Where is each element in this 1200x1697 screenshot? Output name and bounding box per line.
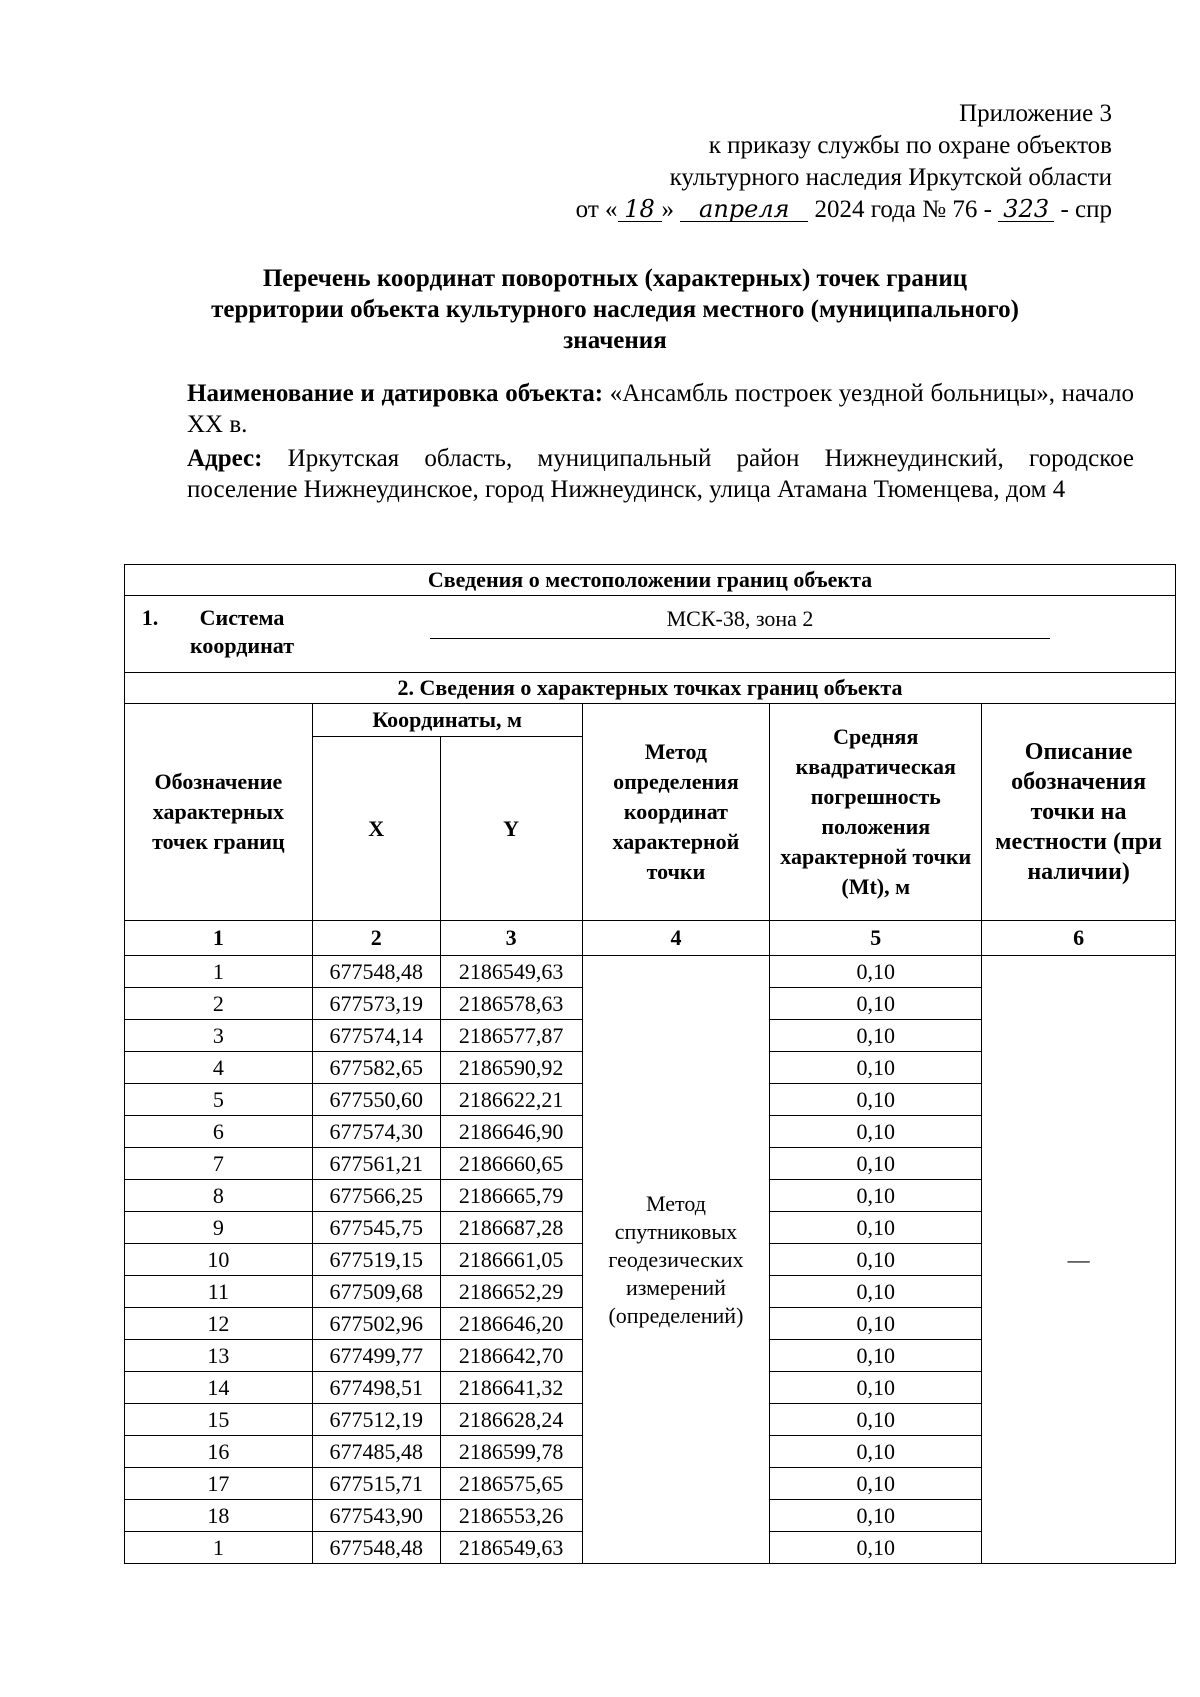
object-name-value: «Ансамбль построек уездной больницы», начало XX в.	[187, 380, 1134, 438]
points-table-body	[125, 956, 1176, 1564]
point-number-cell: 13	[125, 1340, 313, 1372]
object-address-value: Иркутская область, муниципальный район Нижнеудинский, городское поселение Нижнеудинское, город Нижнеудинск, улица Атамана Тюменцева, дом 4	[187, 445, 1135, 503]
y-coordinate-cell: 2186687,28	[440, 1212, 582, 1244]
column-number-5: 5	[770, 921, 982, 956]
appendix-date-line	[472, 194, 1112, 226]
column-number-6: 6	[982, 921, 1176, 956]
object-name-label: Наименование и датировка объекта:	[187, 380, 604, 407]
point-number-cell: 7	[125, 1148, 313, 1180]
mean-error-cell: 0,10	[770, 1116, 982, 1148]
appendix-line-1: Приложение 3	[959, 100, 1112, 127]
y-coordinate-cell: 2186599,78	[440, 1436, 582, 1468]
point-number-cell: 17	[125, 1468, 313, 1500]
column-number-2: 2	[312, 921, 440, 956]
appendix-header	[472, 98, 1112, 226]
boundary-table	[124, 564, 1176, 1564]
x-coordinate-cell: 677498,51	[312, 1372, 440, 1404]
table-row	[125, 956, 1176, 988]
column-number-3: 3	[440, 921, 582, 956]
mean-error-cell: 0,10	[770, 1532, 982, 1564]
x-coordinate-cell: 677561,21	[312, 1148, 440, 1180]
x-coordinate-cell: 677543,90	[312, 1500, 440, 1532]
object-address-label: Адрес:	[187, 445, 263, 472]
y-coordinate-cell: 2186660,65	[440, 1148, 582, 1180]
coordinate-system-value: МСК-38, зона 2	[430, 604, 1050, 639]
coordinate-system-number: 1.	[141, 605, 159, 630]
mean-error-cell: 0,10	[770, 1244, 982, 1276]
x-coordinate-cell: 677509,68	[312, 1276, 440, 1308]
x-coordinate-cell: 677582,65	[312, 1052, 440, 1084]
x-coordinate-cell: 677512,19	[312, 1404, 440, 1436]
y-coordinate-cell: 2186549,63	[440, 1532, 582, 1564]
x-coordinate-cell: 677499,77	[312, 1340, 440, 1372]
point-number-cell: 1	[125, 956, 313, 988]
title-line-2: территории объекта культурного наследия местного (муниципального)	[211, 296, 1019, 323]
appendix-line-3: культурного наследия Иркутской области	[669, 164, 1112, 191]
x-coordinate-cell: 677515,71	[312, 1468, 440, 1500]
y-coordinate-cell: 2186590,92	[440, 1052, 582, 1084]
point-number-cell: 11	[125, 1276, 313, 1308]
mean-error-cell: 0,10	[770, 1180, 982, 1212]
point-number-cell: 6	[125, 1116, 313, 1148]
x-coordinate-cell: 677548,48	[312, 1532, 440, 1564]
point-number-cell: 9	[125, 1212, 313, 1244]
mean-error-cell: 0,10	[770, 1468, 982, 1500]
point-number-cell: 14	[125, 1372, 313, 1404]
point-number-cell: 1	[125, 1532, 313, 1564]
y-coordinate-cell: 2186646,20	[440, 1308, 582, 1340]
y-coordinate-cell: 2186665,79	[440, 1180, 582, 1212]
title-line-3: значения	[563, 327, 667, 354]
point-number-cell: 18	[125, 1500, 313, 1532]
x-coordinate-cell: 677573,19	[312, 988, 440, 1020]
object-info	[187, 378, 1134, 508]
column-number-1: 1	[125, 921, 313, 956]
header-y: Y	[440, 737, 582, 921]
mean-error-cell: 0,10	[770, 1276, 982, 1308]
mean-error-cell: 0,10	[770, 1340, 982, 1372]
handwritten-day: 18	[618, 197, 662, 222]
point-number-cell: 15	[125, 1404, 313, 1436]
mean-error-cell: 0,10	[770, 1372, 982, 1404]
coordinate-system-cell	[125, 596, 1176, 673]
y-coordinate-cell: 2186553,26	[440, 1500, 582, 1532]
point-number-cell: 8	[125, 1180, 313, 1212]
mean-error-cell: 0,10	[770, 1052, 982, 1084]
y-coordinate-cell: 2186646,90	[440, 1116, 582, 1148]
coordinate-system-label	[133, 604, 317, 660]
handwritten-order-number: 323	[998, 197, 1054, 222]
x-coordinate-cell: 677574,14	[312, 1020, 440, 1052]
date-year: 2024 года № 76 -	[808, 196, 999, 223]
document-title	[150, 263, 1080, 356]
object-name-paragraph	[187, 378, 1134, 440]
method-cell: Метод спутниковых геодезических измерений (определений)	[582, 956, 770, 1564]
x-coordinate-cell: 677574,30	[312, 1116, 440, 1148]
y-coordinate-cell: 2186642,70	[440, 1340, 582, 1372]
x-coordinate-cell: 677485,48	[312, 1436, 440, 1468]
mean-error-cell: 0,10	[770, 1308, 982, 1340]
mean-error-cell: 0,10	[770, 1404, 982, 1436]
y-coordinate-cell: 2186661,05	[440, 1244, 582, 1276]
mean-error-cell: 0,10	[770, 1148, 982, 1180]
mean-error-cell: 0,10	[770, 956, 982, 988]
section-2-title: 2. Сведения о характерных точках границ объекта	[125, 673, 1176, 704]
y-coordinate-cell: 2186622,21	[440, 1084, 582, 1116]
header-method: Метод определения координат характерной точки	[582, 704, 770, 921]
header-x: X	[312, 737, 440, 921]
mean-error-cell: 0,10	[770, 1084, 982, 1116]
point-number-cell: 2	[125, 988, 313, 1020]
mean-error-cell: 0,10	[770, 988, 982, 1020]
point-number-cell: 10	[125, 1244, 313, 1276]
x-coordinate-cell: 677502,96	[312, 1308, 440, 1340]
point-number-cell: 3	[125, 1020, 313, 1052]
y-coordinate-cell: 2186641,32	[440, 1372, 582, 1404]
mean-error-cell: 0,10	[770, 1020, 982, 1052]
header-coordinates: Координаты, м	[312, 704, 582, 737]
x-coordinate-cell: 677550,60	[312, 1084, 440, 1116]
section-1-title: Сведения о местоположении границ объекта	[125, 565, 1176, 596]
order-suffix: - спр	[1054, 196, 1112, 223]
column-number-4: 4	[582, 921, 770, 956]
mean-error-cell: 0,10	[770, 1436, 982, 1468]
date-mid: »	[661, 196, 681, 223]
title-line-1: Перечень координат поворотных (характерных) точек границ	[262, 265, 968, 292]
coordinate-system-text: Система координат	[189, 605, 295, 658]
header-description: Описание обозначения точки на местности (при наличии)	[982, 704, 1176, 921]
mean-error-cell: 0,10	[770, 1212, 982, 1244]
y-coordinate-cell: 2186628,24	[440, 1404, 582, 1436]
point-number-cell: 5	[125, 1084, 313, 1116]
point-number-cell: 12	[125, 1308, 313, 1340]
x-coordinate-cell: 677566,25	[312, 1180, 440, 1212]
x-coordinate-cell: 677545,75	[312, 1212, 440, 1244]
point-number-cell: 4	[125, 1052, 313, 1084]
header-designation: Обозначение характерных точек границ	[125, 704, 313, 921]
date-prefix: от «	[575, 196, 618, 223]
point-number-cell: 16	[125, 1436, 313, 1468]
y-coordinate-cell: 2186575,65	[440, 1468, 582, 1500]
x-coordinate-cell: 677548,48	[312, 956, 440, 988]
x-coordinate-cell: 677519,15	[312, 1244, 440, 1276]
object-address-paragraph	[187, 443, 1134, 505]
appendix-line-2: к приказу службы по охране объектов	[708, 132, 1112, 159]
y-coordinate-cell: 2186577,87	[440, 1020, 582, 1052]
y-coordinate-cell: 2186549,63	[440, 956, 582, 988]
header-error: Средняя квадратическая погрешность положения характерной точки (Mt), м	[770, 704, 982, 921]
y-coordinate-cell: 2186578,63	[440, 988, 582, 1020]
description-cell: —	[982, 956, 1176, 1564]
mean-error-cell: 0,10	[770, 1500, 982, 1532]
y-coordinate-cell: 2186652,29	[440, 1276, 582, 1308]
handwritten-month: апреля	[680, 197, 808, 222]
